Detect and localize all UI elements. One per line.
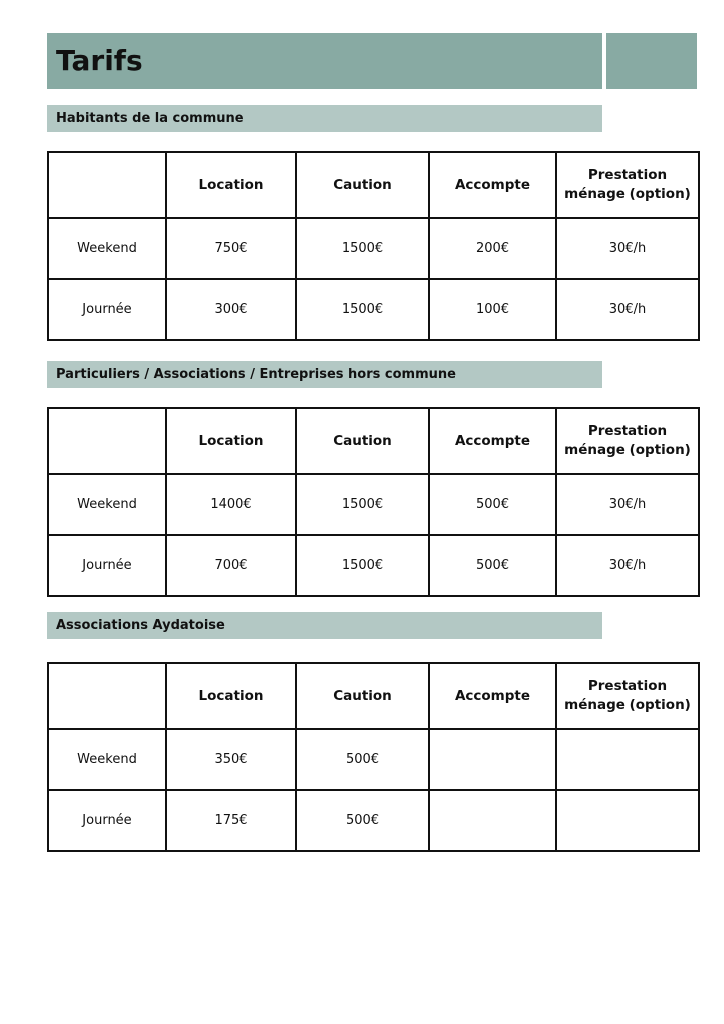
header-accompte: Accompte <box>429 152 556 218</box>
header-prestation-line2: ménage (option) <box>564 186 691 202</box>
accompte-cell: 500€ <box>429 474 556 535</box>
menage-cell: 30€/h <box>556 279 699 340</box>
period-cell: Journée <box>48 535 166 596</box>
header-prestation-line1: Prestation <box>587 167 668 183</box>
tarif-table-habitants <box>47 151 700 341</box>
location-cell: 175€ <box>166 790 296 851</box>
header-prestation <box>556 152 699 218</box>
header-empty-cell <box>48 408 166 474</box>
header-caution: Caution <box>296 408 429 474</box>
section-header-habitants: Habitants de la commune <box>47 105 602 132</box>
accompte-cell: 100€ <box>429 279 556 340</box>
caution-cell: 500€ <box>296 729 429 790</box>
table-header-row <box>48 408 699 474</box>
period-cell: Journée <box>48 790 166 851</box>
table-header-row <box>48 663 699 729</box>
header-prestation <box>556 663 699 729</box>
accompte-cell: 500€ <box>429 535 556 596</box>
header-caution: Caution <box>296 152 429 218</box>
accompte-cell: 200€ <box>429 218 556 279</box>
location-cell: 700€ <box>166 535 296 596</box>
header-location: Location <box>166 663 296 729</box>
table-row <box>48 535 699 596</box>
section-header-associations-aydatoise: Associations Aydatoise <box>47 612 602 639</box>
tarif-table-associations-aydatoise <box>47 662 700 852</box>
header-accompte: Accompte <box>429 663 556 729</box>
menage-cell <box>556 790 699 851</box>
location-cell: 1400€ <box>166 474 296 535</box>
table-row <box>48 474 699 535</box>
header-prestation-line2: ménage (option) <box>564 442 691 458</box>
table-row <box>48 279 699 340</box>
title-banner-accent <box>606 33 697 89</box>
table-header-row <box>48 152 699 218</box>
menage-cell: 30€/h <box>556 474 699 535</box>
menage-cell <box>556 729 699 790</box>
menage-cell: 30€/h <box>556 535 699 596</box>
table-row <box>48 729 699 790</box>
header-location: Location <box>166 152 296 218</box>
caution-cell: 1500€ <box>296 474 429 535</box>
header-empty-cell <box>48 152 166 218</box>
accompte-cell <box>429 729 556 790</box>
period-cell: Weekend <box>48 729 166 790</box>
header-accompte: Accompte <box>429 408 556 474</box>
page-title: Tarifs <box>56 44 143 77</box>
period-cell: Journée <box>48 279 166 340</box>
header-prestation-line1: Prestation <box>587 423 668 439</box>
location-cell: 300€ <box>166 279 296 340</box>
caution-cell: 1500€ <box>296 535 429 596</box>
header-caution: Caution <box>296 663 429 729</box>
header-empty-cell <box>48 663 166 729</box>
tarif-table-hors-commune <box>47 407 700 597</box>
location-cell: 750€ <box>166 218 296 279</box>
table-row <box>48 218 699 279</box>
caution-cell: 1500€ <box>296 279 429 340</box>
header-prestation <box>556 408 699 474</box>
table-row <box>48 790 699 851</box>
accompte-cell <box>429 790 556 851</box>
menage-cell: 30€/h <box>556 218 699 279</box>
period-cell: Weekend <box>48 474 166 535</box>
caution-cell: 500€ <box>296 790 429 851</box>
section-header-hors-commune: Particuliers / Associations / Entreprises hors commune <box>47 361 602 388</box>
location-cell: 350€ <box>166 729 296 790</box>
period-cell: Weekend <box>48 218 166 279</box>
caution-cell: 1500€ <box>296 218 429 279</box>
header-prestation-line1: Prestation <box>587 678 668 694</box>
header-location: Location <box>166 408 296 474</box>
header-prestation-line2: ménage (option) <box>564 697 691 713</box>
